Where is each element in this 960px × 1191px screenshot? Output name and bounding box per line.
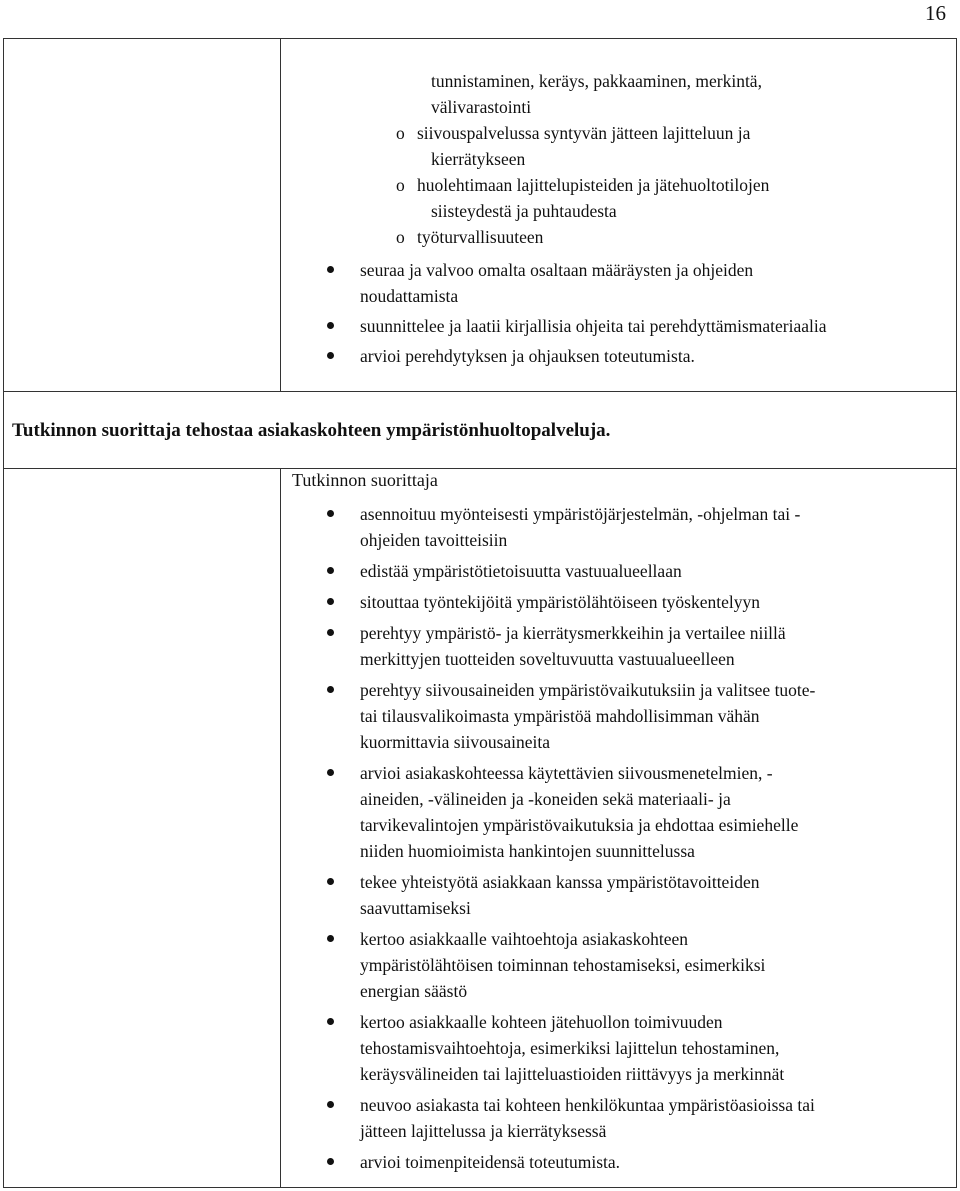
bullet-icon [327,510,334,517]
continued-line: tunnistaminen, keräys, pakkaaminen, merkintä, [431,71,762,91]
top-cell-content [431,68,762,120]
bullet-icon [327,567,334,574]
list-item: sitouttaa työntekijöitä ympäristölähtöiseen työskentelyyn [360,589,815,615]
sub-item: o työturvallisuuteen [396,224,769,250]
list-item: arvioi asiakaskohteessa käytettävien siivousmenetelmien, - aineiden, -välineiden ja -koneiden sekä materiaali- ja tarvikevalintojen ympäristövaikutuksia ja ehdottaa esimiehelle niiden huomioimista hankintojen suunnittelussa [360,760,815,864]
bullet-icon [327,1018,334,1025]
bullet-icon [327,322,334,329]
continued-line: välivarastointi [431,97,532,117]
list-item: suunnittelee ja laatii kirjallisia ohjeita tai perehdyttämismateriaalia [360,313,827,339]
list-item: seuraa ja valvoo omalta osaltaan määräysten ja ohjeiden noudattamista [360,257,827,309]
list-item: arvioi toimenpiteidensä toteutumista. [360,1149,815,1175]
section-heading: Tutkinnon suorittaja tehostaa asiakaskohteen ympäristönhuoltopalveluja. [12,420,611,441]
circle-bullet-icon: o [396,175,405,195]
list-item: kertoo asiakkaalle vaihtoehtoja asiakaskohteen ympäristölähtöisen toiminnan tehostamiseksi, esimerkiksi energian säästö [360,926,815,1004]
sub-item: o huolehtimaan lajittelupisteiden ja jätehuoltotilojen [396,172,769,198]
sub-item-continuation: siisteydestä ja puhtaudesta [431,201,617,221]
bullet-icon [327,769,334,776]
sub-item-continuation: kierrätykseen [431,149,526,169]
list-item: kertoo asiakkaalle kohteen jätehuollon toimivuuden tehostamisvaihtoehtoja, esimerkiksi lajittelun tehostaminen, keräysvälineiden tai lajitteluastioiden riittävyys ja merkinnät [360,1009,815,1087]
list-item: asennoituu myönteisesti ympäristöjärjestelmän, -ohjelman tai - ohjeiden tavoitteisiin [360,501,815,553]
circle-bullet-icon: o [396,123,405,143]
list-item: neuvoo asiakasta tai kohteen henkilökuntaa ympäristöasioissa tai jätteen lajittelussa ja kierrätyksessä [360,1092,815,1144]
top-bullet-list [360,257,827,374]
section-bullet-list [360,501,815,1180]
top-row-bottom-border [4,391,956,392]
circle-bullet-icon: o [396,227,405,247]
bullet-icon [327,266,334,273]
bullet-icon [327,1101,334,1108]
bullet-icon [327,598,334,605]
page-number: 16 [925,1,946,25]
list-item: arvioi perehdytyksen ja ohjauksen toteutumista. [360,343,827,369]
list-item: tekee yhteistyötä asiakkaan kanssa ympäristötavoitteiden saavuttamiseksi [360,869,815,921]
sub-item-list [396,120,769,250]
bullet-icon [327,352,334,359]
list-item: perehtyy siivousaineiden ympäristövaikutuksiin ja valitsee tuote- tai tilausvalikoimasta ympäristöä mahdollisimman vähän kuormittavia siivousaineita [360,677,815,755]
bullet-icon [327,1158,334,1165]
top-row-column-divider [280,39,281,391]
intro-text: Tutkinnon suorittaja [292,470,438,490]
heading-row-bottom-border [4,468,956,469]
bottom-row-column-divider [280,468,281,1187]
sub-item: o siivouspalvelussa syntyvän jätteen lajitteluun ja [396,120,769,146]
list-item: perehtyy ympäristö- ja kierrätysmerkkeihin ja vertailee niillä merkittyjen tuotteiden soveltuvuutta vastuualueelleen [360,620,815,672]
bullet-icon [327,878,334,885]
bullet-icon [327,629,334,636]
bullet-icon [327,686,334,693]
bullet-icon [327,935,334,942]
list-item: edistää ympäristötietoisuutta vastuualueellaan [360,558,815,584]
